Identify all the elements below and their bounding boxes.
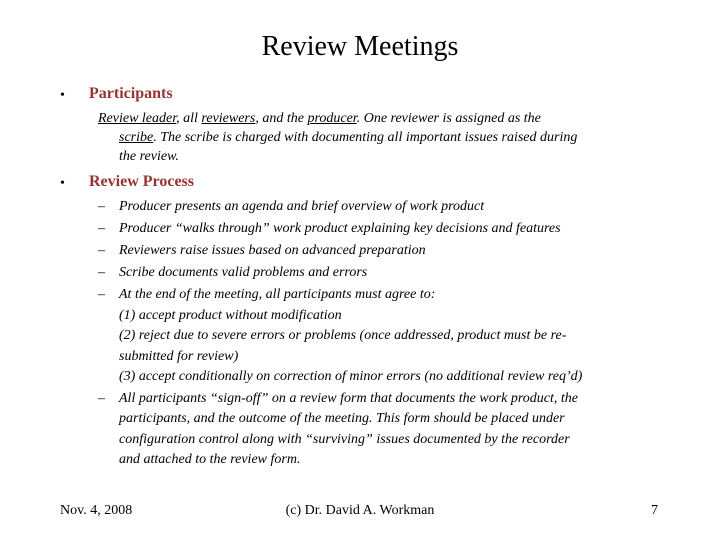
list-item	[98, 240, 678, 262]
footer-page-number: 7	[651, 503, 658, 518]
list-item-agree	[98, 284, 678, 388]
list-item-text: Producer “walks through” work product explaining key decisions and features	[119, 221, 561, 236]
agree-text	[119, 284, 678, 388]
slide-title: Review Meetings	[261, 31, 459, 62]
participants-text: . The scribe is charged with documenting all important issues raised during	[153, 130, 578, 145]
dash-marker: –	[98, 221, 105, 236]
participants-text: . One reviewer is assigned as the	[356, 111, 541, 126]
footer-date: Nov. 4, 2008	[60, 503, 133, 518]
participants-text: , and the	[255, 111, 308, 126]
dash-marker: –	[98, 243, 105, 258]
signoff-line: participants, and the outcome of the meeting. This form should be placed under	[119, 411, 565, 426]
bullet-participants: •	[60, 88, 65, 103]
dash-marker: –	[98, 287, 105, 302]
list-item-text: Scribe documents valid problems and errors	[119, 265, 368, 280]
signoff-line: and attached to the review form.	[119, 452, 301, 467]
participants-line-1	[98, 111, 541, 126]
agree-line: At the end of the meeting, all participants must agree to:	[119, 287, 436, 302]
agree-option-accept: (1) accept product without modification	[119, 307, 342, 323]
role-producer: producer	[307, 111, 357, 126]
dash-marker: –	[98, 265, 105, 280]
dash-marker: –	[98, 199, 105, 214]
dash-marker: –	[98, 390, 105, 406]
agree-option-conditional: (3) accept conditionally on correction of minor errors (no additional review req’d)	[119, 369, 583, 384]
heading-participants: Participants	[89, 85, 173, 102]
list-item	[98, 262, 678, 284]
signoff-line: All participants “sign-off” on a review form that documents the work product, the	[119, 390, 578, 406]
list-item	[98, 218, 678, 240]
participants-text: , all	[176, 111, 202, 126]
review-process-list	[98, 196, 678, 471]
participants-paragraph	[98, 109, 673, 166]
heading-review-process: Review Process	[89, 173, 194, 190]
participants-line-3: the review.	[119, 149, 179, 164]
bullet-review-process: •	[60, 176, 65, 191]
role-review-leader: Review leader	[98, 111, 177, 126]
agree-option-reject: (2) reject due to severe errors or problems (once addressed, product must be re-	[119, 328, 567, 343]
role-reviewers: reviewers	[201, 111, 256, 126]
participants-line-2	[98, 128, 673, 147]
list-item	[98, 196, 678, 218]
signoff-line: configuration control along with “surviving” issues documented by the recorder	[119, 431, 570, 447]
list-item-text: Reviewers raise issues based on advanced preparation	[119, 243, 426, 258]
list-item-signoff	[98, 388, 678, 471]
agree-option-reject-cont: submitted for review)	[119, 348, 239, 364]
role-scribe: scribe	[119, 130, 154, 145]
footer-author: (c) Dr. David A. Workman	[285, 503, 435, 518]
list-item-text: Producer presents an agenda and brief overview of work product	[119, 199, 485, 214]
signoff-text	[119, 388, 678, 471]
